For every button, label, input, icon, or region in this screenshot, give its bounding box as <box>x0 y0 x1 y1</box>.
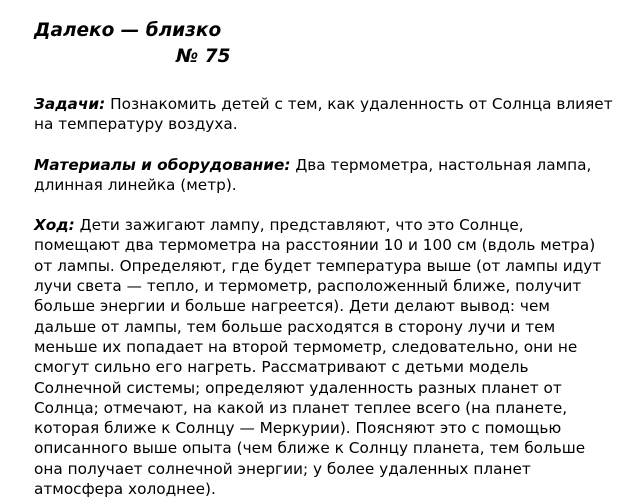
tasks-text: Познакомить детей с тем, как удаленность от Солнца влияет на температуру воздуха. <box>34 95 613 134</box>
materials-label: Материалы и оборудование: <box>34 155 291 174</box>
process-text: Дети зажигают лампу, представляют, что это Солнце, помещают два термометра на расстоянии 10 и 100 см (вдоль метра) от лампы. Определяют, где будет температура выше (от лампы идут лучи света — тепло, и термометр, расположенный ближе, получит больше энергии и больше нагреется). Дети делают вывод: чем дальше от лампы, тем больше расходятся в сторону лучи и тем меньше их попадает на второй термометр, следовательно, они не смогут сильно его нагреть. Рассматривают с детьми модель Солнечной системы; определяют удаленность разных планет от Солнца; отмечают, на какой из планет теплее всего (на планете, которая ближе к Солнцу — Меркурии). Поясняют это с помощью описанного выше опыта (чем ближе к Солнцу планета, тем больше она получает солнечной энергии; у более удаленных планет атмосфера холоднее). <box>34 216 602 499</box>
process-paragraph <box>34 215 614 499</box>
materials-text: Два термометра, настольная лампа, длинная линейка (метр). <box>34 155 592 194</box>
process-label: Ход: <box>34 216 75 235</box>
tasks-paragraph <box>34 94 614 135</box>
materials-paragraph <box>34 155 614 196</box>
experiment-number: № 75 <box>176 46 231 67</box>
document-page <box>34 18 614 499</box>
page-title: Далеко — близко <box>34 20 222 41</box>
tasks-label: Задачи: <box>34 95 106 113</box>
